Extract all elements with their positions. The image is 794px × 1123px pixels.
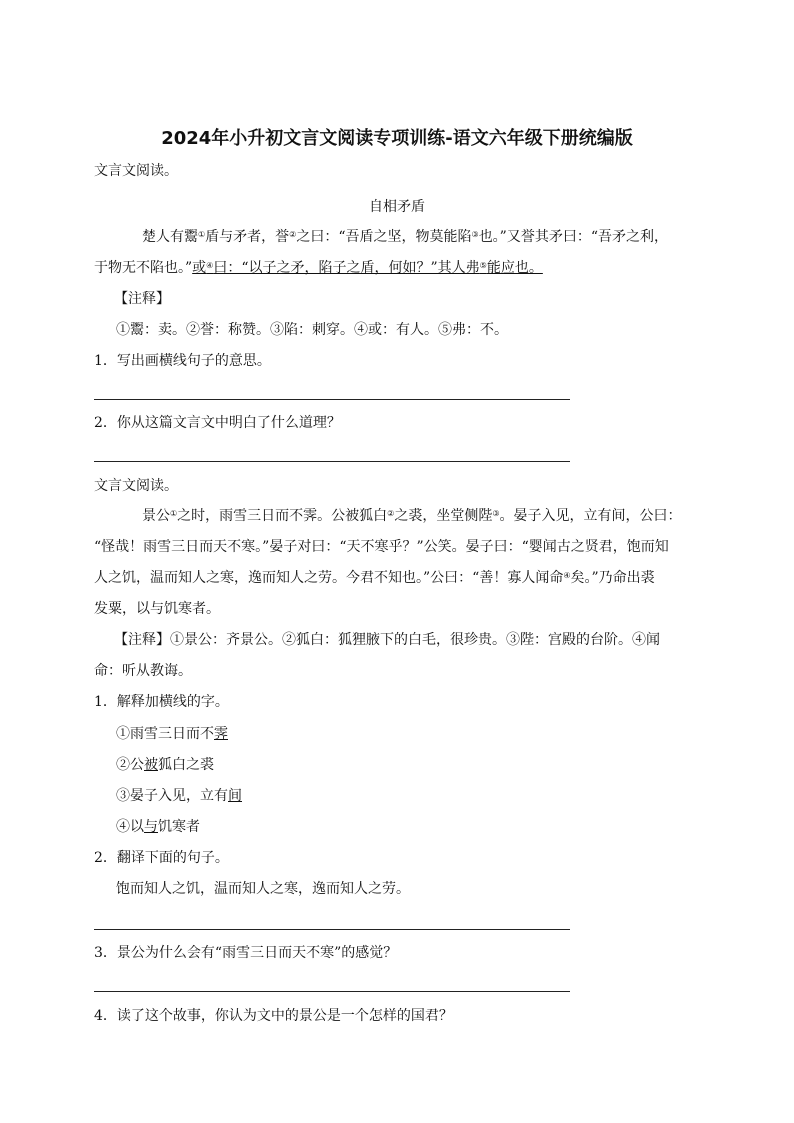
- underlined-char: 间: [228, 788, 242, 804]
- item-3: ③晏子入见，立有间: [116, 788, 242, 804]
- underlined-sentence: 或④曰：“以子之矛，陷子之盾，何如？”其人弗⑤能应也。: [192, 260, 543, 276]
- passage1-line2: 于物无不陷也。”或④曰：“以子之矛，陷子之盾，何如？”其人弗⑤能应也。: [94, 260, 543, 276]
- answer-line-4[interactable]: [94, 991, 570, 992]
- question-1: 1．写出画横线句子的意思。: [94, 353, 271, 369]
- section1-intro: 文言文阅读。: [94, 163, 178, 179]
- underlined-char: 被: [144, 757, 158, 773]
- notes-label: 【注释】: [114, 291, 170, 307]
- passage2-line2: “怪哉！雨雪三日而天不寒。”晏子对曰：“天不寒乎？”公笑。晏子曰：“婴闻古之贤君，饱而知: [94, 539, 669, 555]
- notes-text: ①鬻：卖。②誉：称赞。③陷：刺穿。④或：有人。⑤弗：不。: [116, 322, 508, 338]
- question2-4: 4．读了这个故事，你认为文中的景公是一个怎样的国君？: [94, 1008, 453, 1024]
- answer-line-1[interactable]: [94, 399, 570, 400]
- notes2-line2: 命：听从教诲。: [94, 663, 192, 679]
- answer-line-3[interactable]: [94, 929, 570, 930]
- answer-line-2[interactable]: [94, 461, 570, 462]
- underlined-char: 与: [144, 819, 158, 835]
- passage1-line1: 楚人有鬻①盾与矛者，誉②之曰：“吾盾之坚，物莫能陷③也。”又誉其矛曰：“吾矛之利，: [142, 229, 669, 245]
- item-2: ②公被狐白之裘: [116, 757, 214, 773]
- translate-sentence: 饱而知人之饥，温而知人之寒，逸而知人之劳。: [116, 881, 410, 897]
- passage2-line4: 发粟，以与饥寒者。: [94, 601, 220, 617]
- item-4: ④以与饥寒者: [116, 819, 200, 835]
- question-2: 2．你从这篇文言文中明白了什么道理？: [94, 415, 341, 431]
- passage2-line3: 人之饥，温而知人之寒，逸而知人之劳。今君不知也。”公曰：“善！寡人闻命④矣。”乃命出裘: [94, 570, 655, 586]
- question2-1: 1．解释加横线的字。: [94, 694, 229, 710]
- notes2-line1: 【注释】①景公：齐景公。②狐白：狐狸腋下的白毛，很珍贵。③陛：宫殿的台阶。④闻: [114, 632, 660, 648]
- passage-title: 自相矛盾: [369, 199, 425, 215]
- question2-3: 3．景公为什么会有“雨雪三日而天不寒”的感觉？: [94, 945, 398, 961]
- item-1: ①雨雪三日而不霁: [116, 726, 228, 742]
- question2-2: 2．翻译下面的句子。: [94, 850, 229, 866]
- passage2-line1: 景公①之时，雨雪三日而不霁。公被狐白②之裘，坐堂侧陛③。晏子入见，立有间，公曰：: [142, 508, 682, 524]
- page-title: 2024年小升初文言文阅读专项训练-语文六年级下册统编版: [161, 128, 633, 149]
- underlined-char: 霁: [214, 726, 228, 742]
- section2-intro: 文言文阅读。: [94, 478, 178, 494]
